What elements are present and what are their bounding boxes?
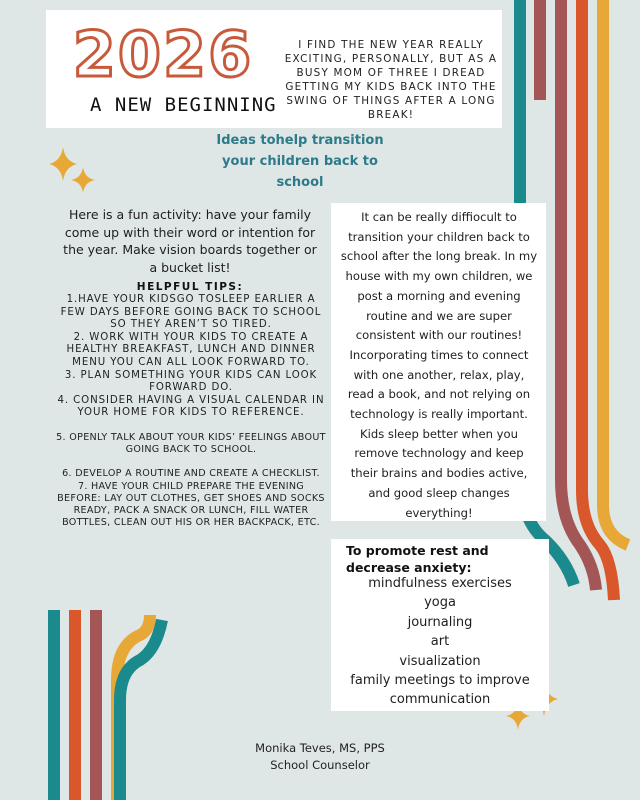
ideas-heading <box>190 130 410 193</box>
tagline: A NEW BEGINNING <box>90 94 277 116</box>
intro-text: I FIND THE NEW YEAR REALLY EXCITING, PERSONALLY, BUT AS A BUSY MOM OF THREE I DREAD GETTING MY KIDS BACK INTO THE SWING OF THINGS AFTER A LONG BREAK! <box>284 39 498 121</box>
tip-item: 7. HAVE YOUR CHILD PREPARE THE EVENING BEFORE: LAY OUT CLOTHES, GET SHOES AND SOCKS READY, PACK A SNACK OR LUNCH, FILL WATER BOTTLES, CLEAN OUT HIS OR HER BACKPACK, ETC. <box>57 480 325 529</box>
rest-title: To promote rest and decrease anxiety: <box>346 543 489 575</box>
tip-item: 6. DEVELOP A ROUTINE AND CREATE A CHECKLIST. <box>62 468 320 480</box>
list-item: art <box>430 634 450 650</box>
tip-item: 1.HAVE YOUR KIDSGO TOSLEEP EARLIER A FEW DAYS BEFORE GOING BACK TO SCHOOL SO THEY AREN’T SO TIRED. <box>60 294 322 331</box>
signature-role: School Counselor <box>270 758 370 772</box>
ideas-heading-line: Ideas tohelp transition <box>216 133 384 148</box>
tip-item: 4. CONSIDER HAVING A VISUAL CALENDAR IN YOUR HOME FOR KIDS TO REFERENCE. <box>57 394 325 419</box>
activity-text: Here is a fun activity: have your family come up with their word or intention for the year. Make vision boards together or a bucket list! <box>63 207 317 275</box>
signature <box>210 740 430 774</box>
tip-item: 3. PLAN SOMETHING YOUR KIDS CAN LOOK FORWARD DO. <box>64 369 318 394</box>
year-logo <box>58 20 268 90</box>
sparkle-star-icon <box>45 145 105 205</box>
transition-text: It can be really diffiocult to transition your children back to school after the long break. In my house with my own children, we post a morning and evening routine and we are super consistent with our routines! Incorporating times to connect with one another, relax, play, read a book, and not relying on technology is really important. Kids sleep better when you remove technology and keep their brains and bodies active, and good sleep changes everything! <box>340 210 538 520</box>
tip-item: 2. WORK WITH YOUR KIDS TO CREATE A HEALTHY BREAKFAST, LUNCH AND DINNER MENU YOU CAN ALL LOOK FORWARD TO. <box>66 331 316 368</box>
signature-name: Monika Teves, MS, PPS <box>255 741 385 755</box>
list-item: yoga <box>424 595 456 611</box>
year-text: 2026 <box>72 20 254 90</box>
list-item: family meetings to improve communication <box>350 673 530 708</box>
tip-item: 5. OPENLY TALK ABOUT YOUR KIDS’ FEELINGS ABOUT GOING BACK TO SCHOOL. <box>56 431 326 456</box>
tips-title: HELPFUL TIPS: <box>136 281 244 293</box>
ideas-heading-line: school <box>276 175 324 190</box>
list-item: journaling <box>407 614 473 630</box>
rest-list <box>331 574 549 710</box>
ideas-heading-line: your children back to <box>222 154 378 169</box>
tips-list <box>56 294 326 529</box>
list-item: mindfulness exercises <box>368 576 512 591</box>
list-item: visualization <box>399 653 481 669</box>
